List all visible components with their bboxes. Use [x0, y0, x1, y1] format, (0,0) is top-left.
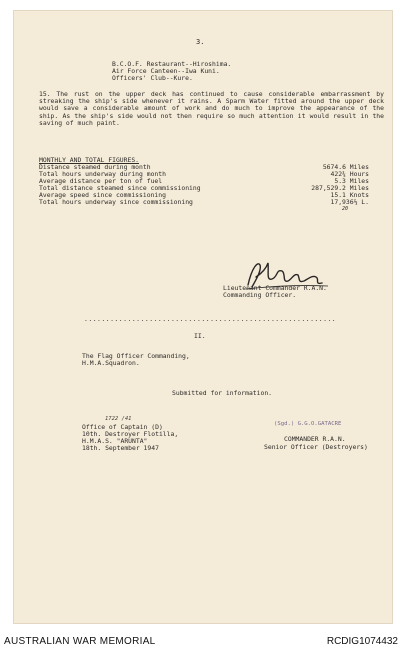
- figure-label: Distance steamed during month: [39, 163, 151, 171]
- signer-role: Commanding Officer.: [223, 291, 297, 299]
- figure-label: Total hours underway during month: [39, 170, 166, 178]
- figures-heading: MONTHLY AND TOTAL FIGURES.: [39, 156, 140, 164]
- senior-officer-title: Senior Officer (Destroyers): [264, 443, 368, 451]
- signer-title: Lieutenant Commander R.A.N.: [223, 284, 327, 292]
- figure-value: 5.3 Miles: [334, 177, 369, 185]
- address-line-2: Air Force Canteen--Iwa Kuni.: [112, 67, 220, 75]
- commander-title: COMMANDER R.A.N.: [284, 435, 346, 443]
- figure-label: Total distance steamed since commissioning: [39, 184, 201, 192]
- figure-label: Average distance per ton of fuel: [39, 177, 163, 185]
- address-line-3: Officers' Club--Kure.: [112, 74, 193, 82]
- figure-label: Average speed since commissioning: [39, 191, 166, 199]
- handwritten-fraction: 20: [342, 206, 349, 212]
- figure-value: 5674.6 Miles: [322, 163, 369, 171]
- recipient-line-2: H.M.A.Squadron.: [82, 359, 140, 367]
- section-number: II.: [194, 332, 206, 340]
- handwritten-reference: 1722 /41: [105, 416, 132, 422]
- paragraph-15: 15. The rust on the upper deck has continued to cause considerable embarrassment by streaking the ship's side whenever it rains. A Sparm Water fitted around the upper deck would save a considerable amount of work and do much to improve the appearance of the ship. As the ship's side would not then require so much attention it would result in the saving of much paint.: [39, 90, 384, 127]
- office-line-1: Office of Captain (D): [82, 423, 163, 431]
- figure-label: Total hours underway since commissioning: [39, 198, 193, 206]
- archive-footer: [0, 632, 404, 653]
- office-line-4: 18th. September 1947: [82, 444, 159, 452]
- figure-value: 15.1 Knots: [330, 191, 369, 199]
- archive-credit: AUSTRALIAN WAR MEMORIAL: [4, 636, 156, 647]
- office-line-3: H.M.A.S. "ARUNTA": [82, 437, 148, 445]
- recipient-line-1: The Flag Officer Commanding,: [82, 352, 190, 360]
- page-number: 3.: [196, 38, 205, 46]
- figure-row: [39, 199, 369, 206]
- address-line-1: B.C.O.F. Restaurant--Hiroshima.: [112, 60, 232, 68]
- figure-value: 287,529.2 Miles: [311, 184, 369, 192]
- figure-value: 422¾ Hours: [330, 170, 369, 178]
- office-line-2: 10th. Destroyer Flotilla,: [82, 430, 179, 438]
- document-page: [13, 10, 393, 624]
- submitted-text: Submitted for information.: [172, 389, 273, 397]
- signature-stamp: (Sgd.) G.G.O.GATACRE: [274, 421, 342, 427]
- archive-id: RCDIG1074432: [326, 636, 398, 647]
- figure-value: 17,936⅔ L.: [330, 198, 369, 206]
- section-separator: ..........................................................: [84, 315, 337, 323]
